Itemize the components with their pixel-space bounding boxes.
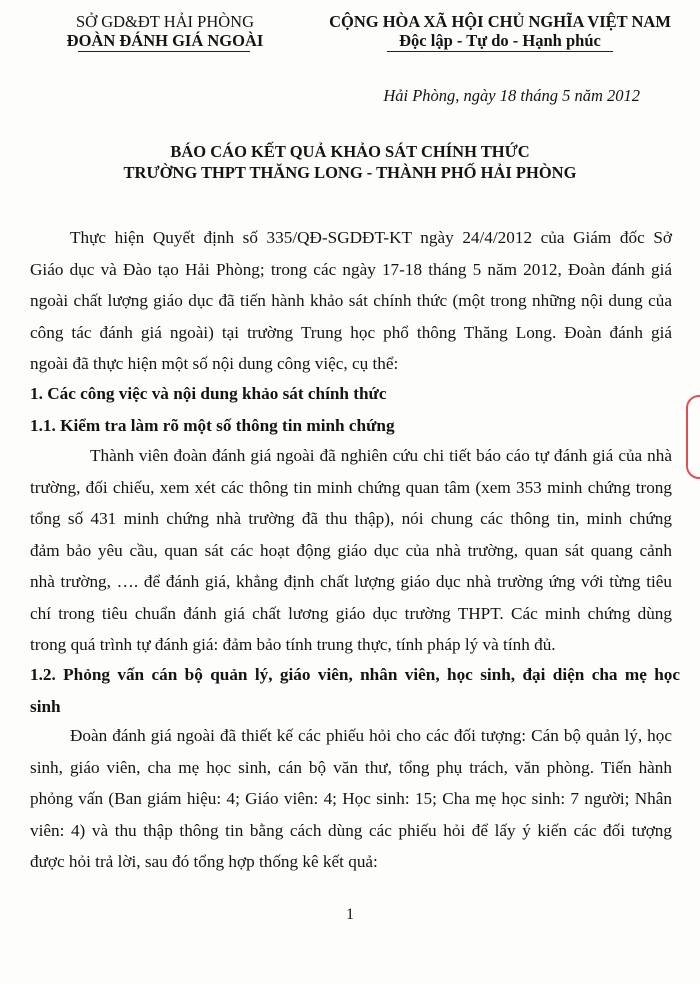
delegation-name: ĐOÀN ĐÁNH GIÁ NGOÀI [66,31,264,50]
text-line: công tác đánh giá ngoài) tại trường Trung học phổ thông Thăng Long. Đoàn đánh giá [30,322,672,342]
section-1-2-paragraph [30,720,672,878]
title-line-1: BÁO CÁO KẾT QUẢ KHẢO SÁT CHÍNH THỨC [170,142,530,161]
text-line: viên: 4) và thu thập thông tin bằng cách dùng các phiếu hỏi để lấy ý kiến các đối tượng [30,820,672,840]
national-motto-block [302,12,698,50]
text-line: trong quá trình tự đánh giá: đảm bảo tính trung thực, tính pháp lý và tính đủ. [30,635,556,654]
text-line: phỏng vấn (Ban giám hiệu: 4; Giáo viên: 4; Học sinh: 15; Cha mẹ học sinh: 7 người; Nhân [30,789,672,808]
text-line: trường, đối chiếu, xem xét các thông tin minh chứng quan tâm (xem 353 minh chứng trong [30,477,672,497]
motto: Độc lập - Tự do - Hạnh phúc [399,31,601,50]
department-name: SỞ GD&ĐT HẢI PHÒNG [76,12,254,31]
text-line: ngoài đã thực hiện một số nội dung công việc, cụ thể: [30,354,399,373]
agency-underline [78,51,250,52]
page-number: 1 [346,906,354,923]
text-line: chí trong tiêu chuẩn đánh giá chất lương giáo dục trường THPT. Các minh chứng dùng [30,603,672,623]
text-line: Giáo dục và Đào tạo Hải Phòng; trong các ngày 17-18 tháng 5 năm 2012, Đoàn đánh giá [30,259,672,279]
issuing-agency-block [30,12,300,50]
text-line: nhà trường, …. để đánh giá, khẳng định chất lượng giáo dục nhà trường ứng với từng tiêu [30,572,672,591]
section-1-1-heading: 1.1. Kiểm tra làm rõ một số thông tin minh chứng [30,416,395,435]
text-line: Thành viên đoàn đánh giá ngoài đã nghiên cứu chi tiết báo cáo tự đánh giá của nhà [90,446,672,465]
section-1-1-paragraph [30,440,672,661]
red-seal-edge [686,395,700,479]
document-date: Hải Phòng, ngày 18 tháng 5 năm 2012 [383,86,640,105]
section-1-2-heading [30,659,680,722]
text-line: sinh, giáo viên, cha mẹ học sinh, cán bộ văn thư, tổng phụ trách, văn phòng. Tiến hành [30,757,672,777]
text-line: ngoài chất lượng giáo dục đã tiến hành khảo sát chính thức (một trong những nội dung của [30,291,672,310]
section-1-heading: 1. Các công việc và nội dung khảo sát chính thức [30,384,387,403]
heading-line: sinh [30,696,61,716]
motto-underline [387,51,613,52]
text-line: tổng số 431 minh chứng nhà trường đã thu thập), nói chung các thông tin, minh chứng [30,509,672,528]
country-name: CỘNG HÒA XÃ HỘI CHỦ NGHĨA VIỆT NAM [329,12,671,31]
title-line-2: TRƯỜNG THPT THĂNG LONG - THÀNH PHỐ HẢI PHÒNG [123,163,577,182]
text-line: đảm bảo yêu cầu, quan sát các hoạt động giáo dục của nhà trường, quan sát quang cảnh [30,540,672,560]
intro-paragraph [30,222,672,380]
document-title [60,141,640,183]
text-line: được hỏi trả lời, sau đó tổng hợp thống kê kết quả: [30,852,378,871]
text-line: Thực hiện Quyết định số 335/QĐ-SGDĐT-KT ngày 24/4/2012 của Giám đốc Sở [70,228,672,247]
heading-line: 1.2. Phỏng vấn cán bộ quản lý, giáo viên, nhân viên, học sinh, đại diện cha mẹ học [30,665,680,684]
text-line: Đoàn đánh giá ngoài đã thiết kế các phiếu hỏi cho các đối tượng: Cán bộ quản lý, học [70,726,672,745]
